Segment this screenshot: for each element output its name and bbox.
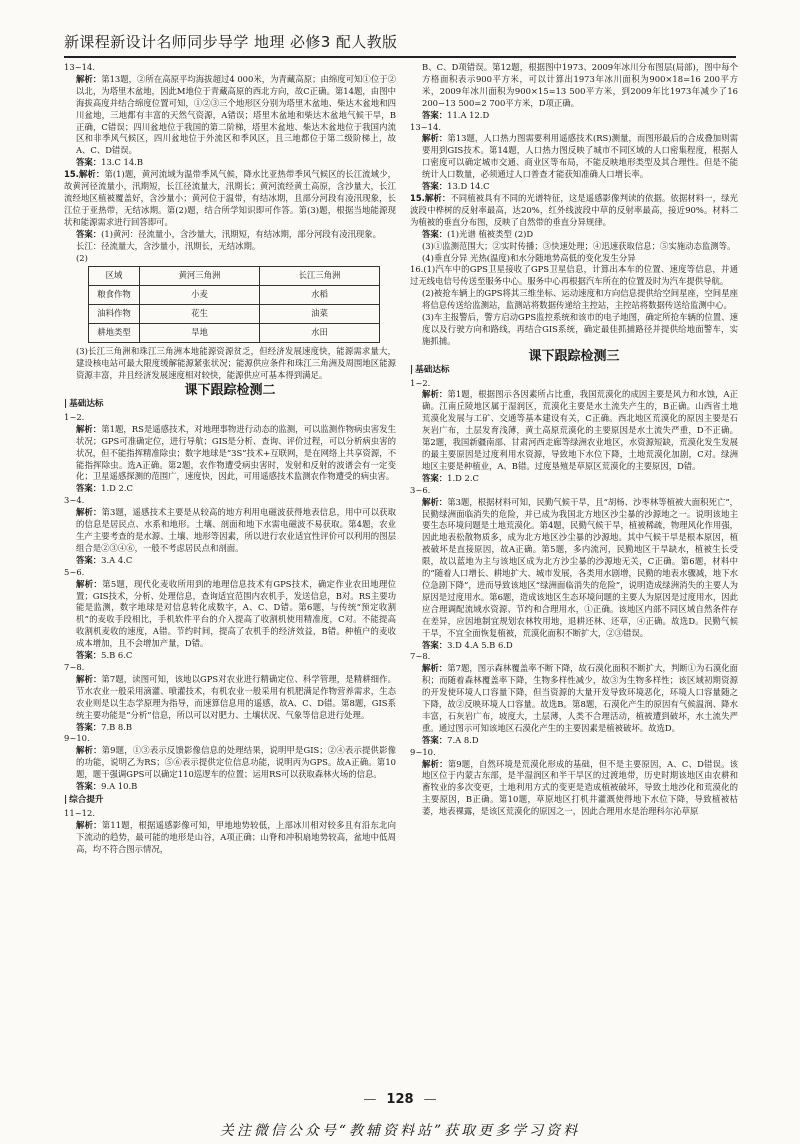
text-paragraph: 答案：5.B 6.C xyxy=(76,650,133,661)
text-paragraph: 答案：9.A 10.B xyxy=(76,781,138,792)
text-paragraph: 答案：(1)黄河：径流量小，含沙量大，汛期短，有结冰期，部分河段有凌汛现象。 xyxy=(76,228,381,239)
subsection-label: | 综合提升 xyxy=(64,795,396,807)
text-paragraph: 解析：第3题，根据材料可知，民勤气候干旱，且“胡杨、沙枣林等植被大面积死亡”，民勤绿洲面临消失的危险，并已成为我国北方地区沙尘暴的沙源地之一。说明该地主要生态环境问题是土地荒漠化。第4题，民勤气候干旱，植被稀疏，物理风化作用强，因此地表松散物质多，成为北方地区沙尘暴的沙源地。其中气候干旱是根本原因，植被破坏是直接原因，故A正确。第5题，多内流河，民勤地区干旱缺水，植被生长受限，故以蓝地为主与该地区成为北方沙尘暴的沙源地无关，C正确。第6题，材料中的“随着人口增长、耕地扩大、城市发展，各类用水剧增，民勤的地表水骤减，地下水位急剧下降”，进而导致该地区“绿洲面临消失的危险”，说明造成绿洲消失的主要人为原因是过度用水。第6题，造成该地区生态环境问题的主要人为原因是过度用水，因此应合理调配流域水资源、节约和合理用水，①正确。该地区内部不同区域自然条件存在差异，应因地制宜规划农林牧用地，退耕还林、还草，④正确。故选D。民勤气候干旱，不宜全面恢复植被，荒漠化面积不断扩大，②③错误。 xyxy=(422,496,738,638)
text-paragraph: 3~4. xyxy=(64,495,85,506)
text-paragraph: (3)车主报警后，警方启动GPS监控系统和该市的电子地图，确定所抢车辆的位置、速度以及行驶方向和路线，再结合GIS系统，确定最佳抓捕路径并提供给地面警车，实施抓捕。 xyxy=(422,312,738,346)
text-paragraph: 答案：7.A 8.D xyxy=(422,734,479,745)
text-paragraph: 解析：第7题，图示森林覆盖率不断下降，故石漠化面积不断扩大，判断①为石漠化面积；而随着森林覆盖率下降，生物多样性减少，故③为生物多样性；该区域初期资源的开发使环境人口容量下降，但当资源的大量开发导致环境恶化，环境人口容量随之下降，故②反映环境人口容量。故选B。第8题，石漠化产生的原因有气候温润、降水丰富，石灰岩广布，坡度大，土层薄，人类不合理活动，植被遭到破坏，水土流失严重。通过图示可知该地区石漠化产生的主要因素是植被破坏。故选D。 xyxy=(422,663,738,733)
text-paragraph: 16.(1)汽车中的GPS卫星接收了GPS卫星信息，计算出本车的位置、速度等信息，并通过无线电信号传送至服务中心。服务中心再根据汽车所在的位置及时为汽车提供导航。 xyxy=(410,264,738,287)
table-row xyxy=(89,305,380,324)
table-cell: 区域 xyxy=(89,267,140,286)
text-paragraph: 7~8. xyxy=(410,651,431,662)
text-paragraph: 9~10. xyxy=(64,733,90,744)
text-paragraph: 11~12. xyxy=(64,807,95,818)
text-paragraph: 解析：第9题，自然环境是荒漠化形成的基础，但不是主要原因，A、C、D错误。该地区位于内蒙古东部，是半湿润区和半干旱区的过渡地带，历史时期该地区由农耕和畜牧业的多次变更，土地利用方式的变更是造成植被破坏，导致土地沙化和荒漠化的主要原因，B正确。第10题，草原地区打机井灌溉使得地下水位下降，导致植被枯萎，地表裸露，是该区荒漠化的原因之一，因此合理用水是治理科尔沁草原 xyxy=(422,758,738,817)
text-paragraph: 答案：3.D 4.A 5.B 6.D xyxy=(422,639,513,650)
text-paragraph: 解析：第9题，①③表示反馈影像信息的处理结果，说明甲是GIS；②④表示提供影像的功能，说明乙为RS；⑤⑥表示提供定位信息功能，说明丙为GPS。故A正确。第10题，题干强调GPS可以确定110巡逻车的位置；运用RS可以获取森林火场的信息。 xyxy=(76,745,396,780)
table-cell: 油料作物 xyxy=(89,305,140,324)
text-paragraph: 答案：13.C 14.B xyxy=(76,157,143,168)
text-paragraph: 解析：第1题，根据图示各因素所占比重，我国荒漠化的成因主要是风力和水蚀，A正确。江南丘陵地区属于湿润区，荒漠化主要是水土流失产生的，B正确。山西省土地荒漠化发展与工矿、交通等基本建设有关，C正确。西北地区荒漠化的原因主要是石灰岩广布，土层发育浅薄，黄土高原荒漠化的主要原因是水土流失严重，D不正确。第2题，我国新疆南部、甘肃河西走廊等绿洲农业地区，水资源短缺，荒漠化发生发展的最主要原因是过度利用水资源，导致地下水位下降，土地荒漠化加剧，C对。绿洲地区主要是种植业，A、B错。过度垦殖是草原区荒漠化的主要原因，D错。 xyxy=(422,389,738,471)
text-paragraph: 解析：第5题，现代化麦收所用到的地理信息技术有GPS技术，确定作业农田地理位置；GIS技术，分析、处理信息，查询适宜范围内农机手，发送信息，B对。RS主要功能是监测，数字地球是对信息转化成数字，A、C、D错。第6题，与传统“预定收割机”的麦收手段相比，手机软件平台的介入提高了收割机使用精准度，C对。不能提高收割机麦收的速度，A错。节约时间，提高了农机手的经济效益，B错。种植户的麦收成本增加，且不会增加产量，D错。 xyxy=(76,578,396,649)
text-paragraph: 答案：13.D 14.C xyxy=(422,181,490,192)
subsection-label: | 基础达标 xyxy=(64,399,396,411)
text-paragraph: 答案：7.B 8.B xyxy=(76,721,133,732)
text-paragraph: (4)垂直分异 光热(温度)和水分随地势高低的变化发生分异 xyxy=(422,252,636,263)
table-cell: 耕地类型 xyxy=(89,324,140,343)
text-paragraph: 9~10. xyxy=(410,746,436,757)
table-row xyxy=(89,324,380,343)
text-paragraph: 解析：第13题，②所在高原平均海拔超过4 000米，为青藏高原；由绵度可知①位于②以北，为塔里木盆地，因此M地位于青藏高原的西北方向，故C正确。第14题，由图中海拔高度并结合绵度位置可知，①②③三个地形区分别为塔里木盆地、柴达木盆地和四川盆地，三地都有丰富的天然气资源，A错误；塔里木盆地和柴达木盆地气候干旱，B正确，C错误；四川盆地位于我国的第二阶梯，塔里木盆地、柴达木盆地位于我国内流区和非季风气候区，四川盆地位于外流区和季风区，且三地都位于第二级阶梯上，故A、C、D错误。 xyxy=(76,73,396,156)
text-paragraph: 13~14. xyxy=(64,62,95,72)
text-paragraph: 答案：1.D 2.C xyxy=(422,472,479,483)
section-title: 课下跟踪检测二 xyxy=(184,383,276,399)
table-cell: 花生 xyxy=(140,305,260,324)
table-cell: 黄河三角洲 xyxy=(140,267,260,286)
right-column xyxy=(410,62,738,1070)
text-paragraph: 答案：11.A 12.D xyxy=(422,109,490,120)
table-cell: 水稻 xyxy=(260,286,380,305)
table-cell: 粮食作物 xyxy=(89,286,140,305)
text-paragraph: 解析：第7题，读图可知，该地以GPS对农业进行精确定位、科学管理，是精耕细作。节水农业一般采用滴灌、喷灌技术，有机农业一般采用有机肥满足作物营养需求，生态农业则是以生态学原理为指导，而速算信息用的遥感，故A、C、D错。第8题，GIS系统主要功能是“分析”信息，所以可以对肥力、土壤状况、气象等信息进行处理。 xyxy=(76,673,396,720)
text-paragraph: 7~8. xyxy=(64,661,85,672)
table-cell: 油菜 xyxy=(260,305,380,324)
text-paragraph: 15.解析：第(1)题，黄河流域为温带季风气候，降水比亚热带季风气候区的长江流域少，故黄河径流量小，汛期短，长江径流量大，汛期长；黄河流经黄土高原，含沙量大，长江流经地区植被覆盖好，含沙量小；黄河位于温带，有结冰期，且部分河段有凌汛现象，长江位于亚热带，无结冰期。第(2)题，结合所学知识即可作答。第(3)题，根据当地能源现状和能源需求进行回答即可。 xyxy=(64,169,396,227)
text-paragraph: 解析：第13题，人口热力图需要利用遥感技术(RS)测量，而图形最后的合成叠加则需要用到GIS技术。第14题，人口热力图反映了城市不同区域的人口密集程度，根据人口密度可以确定城市交通、商业区等布局，不能反映地形类型及其合理性。但是不能统计人口数量，必须通过人口普查才能获知准确人口增长率。 xyxy=(422,133,738,180)
text-paragraph: 解析：第3题，遥感技术主要是从较高的地方利用电磁波获得地表信息，用中可以获取的信息是居民点、水系和地形。土壤、剖面和地下水需电磁波不易获取。第4题，农业生产主要考查的是水源、土壤、地形等因素，所以进行农业适宜性评价可以利用的图层组合是②③④⑥，一般不考虑居民点和剖面。 xyxy=(76,507,396,553)
table-cell: 水田 xyxy=(260,324,380,343)
text-paragraph: 答案：1.D 2.C xyxy=(76,483,133,494)
left-column xyxy=(64,62,396,1070)
header-title: 新课程新设计名师同步导学 地理 必修3 配人教版 xyxy=(64,33,398,51)
text-paragraph: 解析：第11题，根据遥感影像可知，甲地地势较低，上部冰川相对较多且有沿东北向下流动的趋势，最可能的地形是山谷，A项正确；山脊和冲积扇地势较高，盆地中低周高，均不符合图示情况， xyxy=(76,819,396,854)
text-paragraph: (3)①监测范围大；②实时传播；③快速处理；④迅速获取信息；⑤实施动态监测等。 xyxy=(422,240,736,251)
text-paragraph: 1~2. xyxy=(410,377,431,388)
table-row xyxy=(89,267,380,286)
section-title: 课下跟踪检测三 xyxy=(528,348,620,364)
text-paragraph: 解析：第1题，RS是遥感技术，对地理事物进行动态的监测，可以监测作物病虫害发生状况；GPS可准确定位，进行导航；GIS是分析、查询、评价过程，可以分析病虫害的状况，但不能指挥精准除虫；数字地球是“3S”技术+互联网，是在网络上共享资源，不能指挥除虫。选A正确。第2题，农作物遭受病虫害时，发射和反射的波谱会有一定变化；卫星遥感探测的范围广，速度快，因此，可用遥感技术监测农作物遭受的病虫害。 xyxy=(76,423,396,482)
text-paragraph: (3)长江三角洲和珠江三角洲本地能源资源贫乏，但经济发展速度快，能源需求量大，建设核电站可最大限度缓解能源紧张状况；能源供应条件和珠江三角洲及周围地区能源资源丰富，并且经济发展速度相对较快，能源供应可基本得到满足。 xyxy=(76,346,396,381)
table-cell: 旱地 xyxy=(140,324,260,343)
subsection-label: | 基础达标 xyxy=(410,365,738,377)
delta-comparison-table xyxy=(88,266,380,343)
table-cell: 小麦 xyxy=(140,286,260,305)
text-paragraph: 1~2. xyxy=(64,411,85,422)
text-paragraph: 长江：径流量大，含沙量小，汛期长，无结冰期。 xyxy=(76,240,261,251)
text-paragraph: 答案：(1)光谱 植被类型 (2)D xyxy=(422,228,534,239)
footer-promo: 关注微信公众号“教辅资料站”获取更多学习资料 xyxy=(219,1123,581,1139)
text-paragraph: B、C、D项错误。第12题，根据图中1973、2009年冰川分布图层(局部)，图中每个方格面积表示900平方米，可以计算出1973年冰川面积为900×18=16 200平方米，2009年冰川面积为900×15=13 500平方米，到2009年比1973年减少了16 200−13 500=2 700平方米，D项正确。 xyxy=(422,62,738,108)
text-paragraph: (2) xyxy=(76,252,88,263)
text-paragraph: 答案：3.A 4.C xyxy=(76,554,133,565)
text-paragraph: (2)被抢车辆上的GPS将其三维坐标、运动速度和方向信息提供给空间星座，空间星座将信息传送给监测站，监测站将数据传递给主控站，主控站将数据传送给监测中心。 xyxy=(422,288,738,311)
text-paragraph: 15.解析：不同植被具有不同的光谱特征，这是遥感影像判读的依据。依据材料一，绿光波段中桦树的反射率最高，达20%，红外线波段中草的反射率最高，接近90%。材料二为植被的垂直分布图，反映了自然带的垂直分异规律。 xyxy=(410,192,738,227)
page-number: — 128 — xyxy=(0,1092,800,1107)
table-cell: 长江三角洲 xyxy=(260,267,380,286)
text-paragraph: 3~6. xyxy=(410,484,431,495)
table-row xyxy=(89,286,380,305)
text-paragraph: 5~6. xyxy=(64,566,85,577)
running-header xyxy=(64,26,736,58)
text-paragraph: 13~14. xyxy=(410,121,441,132)
